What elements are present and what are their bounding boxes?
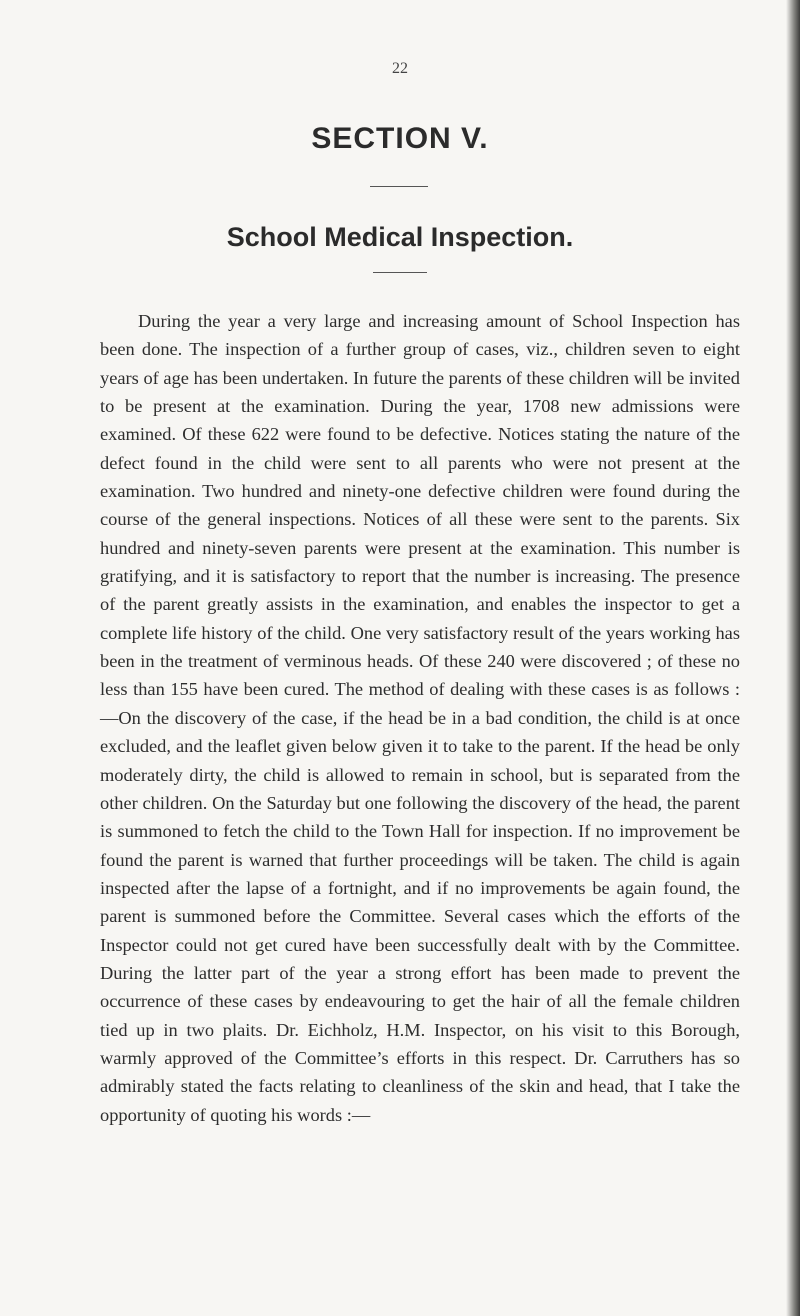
title-divider: [370, 186, 428, 187]
page-number: 22: [392, 60, 408, 77]
page-edge-shadow: [786, 0, 800, 1316]
section-title: SECTION V.: [311, 122, 489, 155]
section-subtitle: School Medical Inspection.: [226, 222, 574, 252]
subtitle-divider: [373, 272, 427, 273]
body-paragraph: During the year a very large and increasing amount of School Inspection has been done. The inspection of a further group of cases, viz., children seven to eight years of age has been undertaken. In future the parents of these children will be invited to be present at the examination. During the year, 1708 new admissions were examined. Of these 622 were found to be defective. Notices stating the nature of the defect found in the child were sent to all parents who were not present at the examination. Two hundred and ninety-one defective children were found during the course of the general inspections. Notices of all these were sent to the parents. Six hundred and ninety-seven parents were present at the examination. This number is gratifying, and it is satisfactory to report that the number is increasing. The presence of the parent greatly assists in the examination, and enables the inspector to get a complete life history of the child. One very satisfactory result of the years working has been in the treatment of verminous heads. Of these 240 were discovered ; of these no less than 155 have been cured. The method of dealing with these cases is as follows :—On the discovery of the case, if the head be in a bad condition, the child is at once excluded, and the leaflet given below given it to take to the parent. If the head be only moderately dirty, the child is allowed to remain in school, but is separated from the other children. On the Saturday but one following the discovery of the head, the parent is summoned to fetch the child to the Town Hall for inspection. If no improvement be found the parent is warned that further proceedings will be taken. The child is again inspected after the lapse of a fortnight, and if no improvements be again found, the parent is summoned before the Committee. Several cases which the efforts of the Inspector could not get cured have been successfully dealt with by the Committee. During the latter part of the year a strong effort has been made to prevent the occurrence of these cases by endeavouring to get the hair of all the female children tied up in two plaits. Dr. Eichholz, H.M. Inspector, on his visit to this Borough, warmly approved of the Committee’s efforts in this respect. Dr. Carruthers has so admirably stated the facts relating to cleanliness of the skin and head, that I take the opportunity of quoting his words :—: [100, 311, 740, 1125]
